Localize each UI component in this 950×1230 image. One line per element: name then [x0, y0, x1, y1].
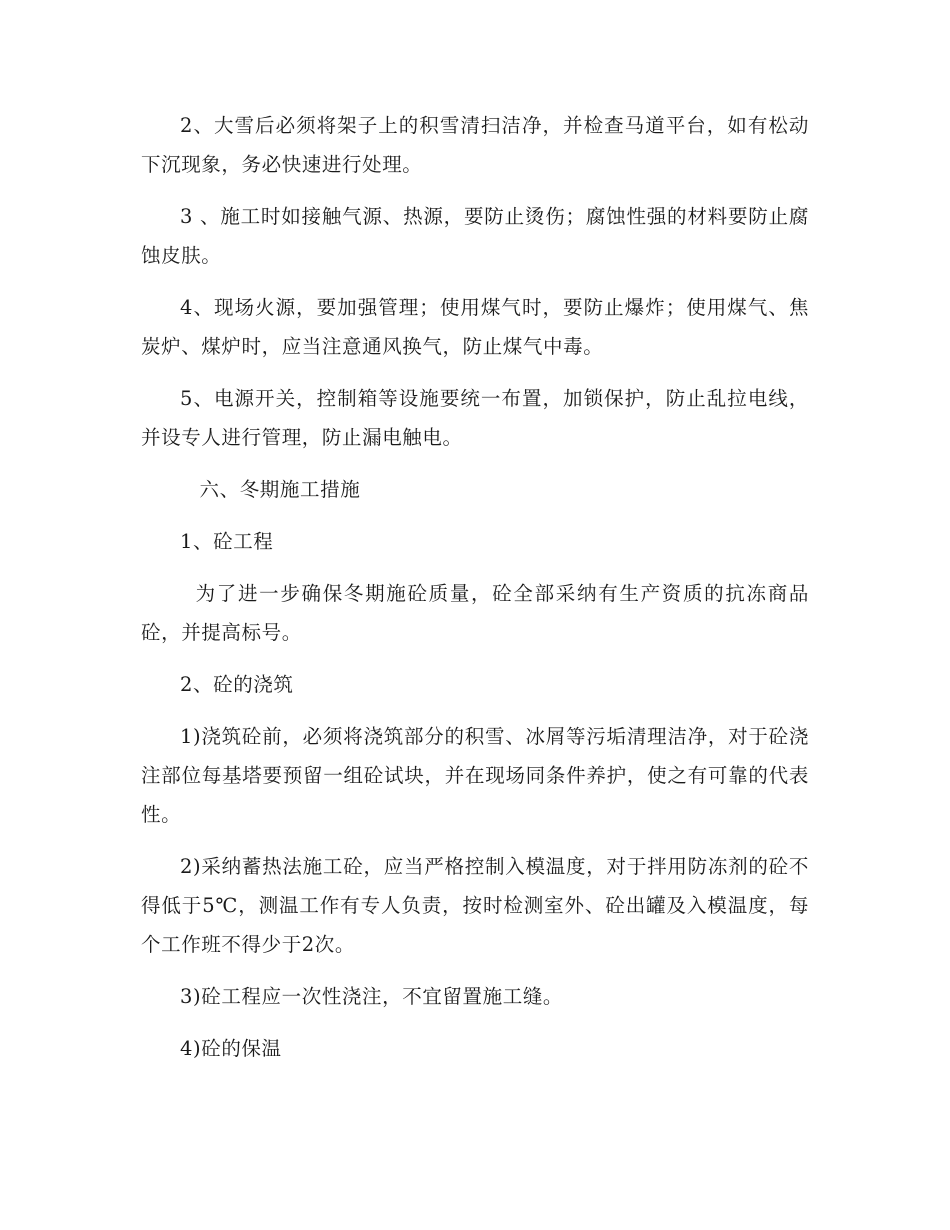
- paragraph-snow-cleanup: 2、大雪后必须将架子上的积雪清扫洁净，并检查马道平台，如有松动下沉现象，务必快速进行处理。: [141, 114, 809, 176]
- section-heading-winter-construction: 六、冬期施工措施: [199, 478, 361, 501]
- paragraph-heat-source: 3 、施工时如接触气源、热源，要防止烫伤；腐蚀性强的材料要防止腐蚀皮肤。: [141, 205, 809, 267]
- paragraph-fire-source: 4、现场火源，要加强管理；使用煤气时，要防止爆炸；使用煤气、焦炭炉、煤炉时，应当注意通风换气，防止煤气中毒。: [141, 296, 809, 358]
- paragraph-pouring-prep: 1)浇筑砼前，必须将浇筑部分的积雪、冰屑等污垢清理洁净，对于砼浇注部位每基塔要预留一组砼试块，并在现场同条件养护，使之有可靠的代表性。: [141, 725, 809, 826]
- paragraph-concrete-insulation: 4)砼的保温: [180, 1037, 282, 1060]
- subheading-concrete-pouring: 2、砼的浇筑: [180, 673, 294, 696]
- subheading-concrete-works: 1、砼工程: [180, 530, 274, 553]
- paragraph-concrete-quality: 为了进一步确保冬期施砼质量，砼全部采纳有生产资质的抗冻商品砼，并提高标号。: [141, 582, 809, 644]
- paragraph-heat-storage: 2)采纳蓄热法施工砼，应当严格控制入模温度，对于拌用防冻剂的砼不得低于5℃，测温工作有专人负责，按时检测室外、砼出罐及入模温度，每个工作班不得少于2次。: [141, 855, 809, 956]
- paragraph-power-switch: 5、电源开关，控制箱等设施要统一布置，加锁保护，防止乱拉电线，并设专人进行管理，防止漏电触电。: [141, 387, 809, 449]
- document-body: [141, 106, 809, 1081]
- paragraph-one-pour: 3)砼工程应一次性浇注，不宜留置施工缝。: [180, 985, 564, 1008]
